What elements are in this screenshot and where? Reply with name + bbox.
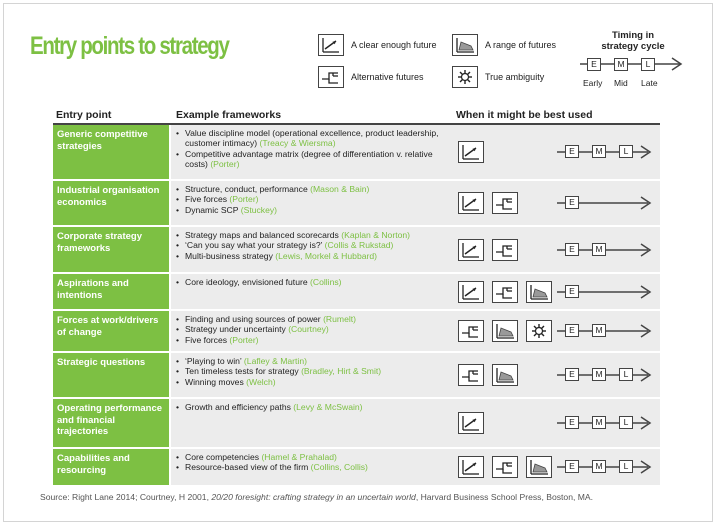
timing-box-l: L — [619, 368, 633, 381]
framework-reference: (Porter) — [229, 334, 259, 345]
framework-item — [175, 335, 450, 345]
framework-text: Growth and efficiency paths — [185, 402, 291, 412]
true-ambiguity-icon — [526, 320, 552, 342]
framework-text: Resource-based view of the firm — [185, 462, 309, 473]
alternative-futures-icon — [492, 281, 518, 303]
timing-box-e: E — [565, 196, 579, 209]
entry-point-name: Generic competitive strategies — [57, 129, 148, 152]
timing-box-l: L — [619, 460, 633, 473]
framework-list — [175, 402, 450, 412]
source-note — [40, 492, 593, 502]
table-row — [53, 311, 660, 351]
timing-indicator — [555, 415, 655, 431]
timing-box-e: E — [565, 145, 579, 158]
true-ambiguity-icon — [452, 66, 478, 88]
timing-box-l: L — [619, 145, 633, 158]
timing-box-e: E — [565, 460, 579, 473]
framework-reference: (Levy & McSwain) — [293, 402, 363, 412]
framework-reference: (Collins, Collis) — [310, 462, 368, 473]
framework-reference: (Bradley, Hirt & Smit) — [301, 366, 382, 377]
alternative-futures-icon — [458, 364, 484, 386]
range-futures-icon — [526, 456, 552, 478]
timing-box-m: M — [592, 368, 606, 381]
timing-title-line2: strategy cycle — [601, 41, 665, 52]
framework-text: Structure, conduct, performance — [185, 184, 308, 194]
entry-point-name: Capabilities and resourcing — [57, 453, 130, 476]
framework-reference: (Porter) — [229, 194, 259, 205]
framework-reference: (Stuckey) — [240, 204, 278, 215]
framework-item — [175, 377, 450, 387]
entry-point-cell — [53, 449, 169, 485]
timing-legend-early-box: E — [587, 58, 601, 71]
framework-item — [175, 402, 450, 412]
timing-indicator — [555, 242, 655, 258]
range-futures-icon — [452, 34, 478, 56]
entry-point-name: Corporate strategy frameworks — [57, 231, 142, 254]
framework-list — [175, 230, 450, 261]
framework-text: Finding and using sources of power — [185, 314, 321, 324]
timing-legend-mid-label: Mid — [614, 78, 628, 88]
timing-box-e: E — [565, 416, 579, 429]
framework-item — [175, 462, 450, 472]
framework-text: ‘Can you say what your strategy is?’ — [185, 240, 323, 251]
framework-list — [175, 277, 450, 287]
entry-point-cell — [53, 274, 169, 309]
framework-text: Multi-business strategy — [185, 250, 273, 261]
framework-item — [175, 149, 450, 170]
header-frameworks: Example frameworks — [176, 109, 282, 121]
legend-label-alternative: Alternative futures — [351, 72, 424, 82]
table-row — [53, 227, 660, 272]
source-prefix: Source: Right Lane 2014; Courtney, H 2001, — [40, 492, 209, 502]
framework-reference: (Welch) — [246, 376, 276, 387]
header-when: When it might be best used — [456, 109, 593, 121]
clear-future-icon — [318, 34, 344, 56]
framework-list — [175, 128, 450, 170]
timing-title — [593, 30, 673, 52]
timing-indicator — [555, 323, 655, 339]
alternative-futures-icon — [492, 456, 518, 478]
framework-item — [175, 230, 450, 240]
clear-future-icon — [458, 192, 484, 214]
framework-reference: (Treacy & Wiersma) — [259, 138, 336, 149]
framework-text: Dynamic SCP — [185, 204, 239, 215]
framework-reference: (Mason & Bain) — [310, 184, 370, 194]
framework-reference: (Lewis, Morkel & Hubbard) — [275, 250, 378, 261]
framework-item — [175, 366, 450, 376]
timing-box-e: E — [565, 324, 579, 337]
clear-future-icon — [458, 239, 484, 261]
range-futures-icon — [492, 320, 518, 342]
entry-point-cell — [53, 311, 169, 351]
framework-reference: (Porter) — [210, 159, 240, 170]
table-row — [53, 399, 660, 447]
framework-list — [175, 314, 450, 345]
range-futures-icon — [526, 281, 552, 303]
timing-indicator — [555, 367, 655, 383]
alternative-futures-icon — [492, 239, 518, 261]
source-title: 20/20 foresight: crafting strategy in an uncertain world — [211, 492, 416, 502]
entry-point-name: Industrial organisation economics — [57, 185, 160, 208]
framework-text: Core competencies — [185, 452, 260, 462]
legend-label-range: A range of futures — [485, 40, 557, 50]
entry-point-name: Operating performance and financial trajectories — [57, 403, 163, 437]
framework-text: ‘Playing to win’ — [185, 356, 242, 366]
timing-box-m: M — [592, 416, 606, 429]
framework-item — [175, 314, 450, 324]
framework-item — [175, 205, 450, 215]
alternative-futures-icon — [492, 192, 518, 214]
alternative-futures-icon — [458, 320, 484, 342]
entry-point-cell — [53, 227, 169, 272]
table-row — [53, 181, 660, 225]
timing-title-line1: Timing in — [611, 30, 655, 41]
timing-box-m: M — [592, 145, 606, 158]
table-row — [53, 274, 660, 309]
legend-label-ambiguity: True ambiguity — [485, 72, 545, 82]
entry-point-name: Aspirations and intentions — [57, 278, 129, 301]
framework-reference: (Courtney) — [288, 324, 329, 335]
timing-indicator — [555, 284, 655, 300]
framework-item — [175, 356, 450, 366]
timing-box-e: E — [565, 368, 579, 381]
timing-box-m: M — [592, 324, 606, 337]
legend-label-clear: A clear enough future — [351, 40, 437, 50]
source-suffix: , Harvard Business School Press, Boston, MA. — [415, 492, 594, 502]
framework-reference: (Kaplan & Norton) — [341, 230, 411, 240]
framework-text: Strategy maps and balanced scorecards — [185, 230, 339, 240]
framework-item — [175, 128, 450, 149]
header-entry-point: Entry point — [56, 109, 112, 121]
entry-point-cell — [53, 353, 169, 397]
framework-list — [175, 184, 450, 215]
alternative-futures-icon — [318, 66, 344, 88]
clear-future-icon — [458, 456, 484, 478]
framework-reference: (Rumelt) — [323, 314, 357, 324]
entry-point-name: Forces at work/drivers of change — [57, 315, 159, 338]
framework-item — [175, 277, 450, 287]
framework-item — [175, 324, 450, 334]
framework-text: Value discipline model (operational excellence, product leadership, customer intimacy) — [185, 128, 439, 149]
framework-item — [175, 194, 450, 204]
entry-point-cell — [53, 181, 169, 225]
timing-indicator — [555, 144, 655, 160]
framework-reference: (Lafley & Martin) — [243, 356, 307, 366]
framework-item — [175, 251, 450, 261]
framework-item — [175, 452, 450, 462]
clear-future-icon — [458, 141, 484, 163]
framework-text: Winning moves — [185, 376, 244, 387]
timing-box-l: L — [619, 416, 633, 429]
timing-box-e: E — [565, 285, 579, 298]
table-row — [53, 449, 660, 485]
framework-reference: (Collins) — [310, 277, 342, 287]
framework-text: Strategy under uncertainty — [185, 324, 286, 335]
timing-legend-late-box: L — [641, 58, 655, 71]
framework-text: Core ideology, envisioned future — [185, 277, 308, 287]
timing-indicator — [555, 459, 655, 475]
framework-reference: (Collis & Rukstad) — [324, 240, 394, 251]
framework-text: Five forces — [185, 194, 228, 205]
page-title: Entry points to strategy — [30, 32, 229, 60]
framework-list — [175, 356, 450, 387]
timing-legend-mid-box: M — [614, 58, 628, 71]
framework-item — [175, 184, 450, 194]
clear-future-icon — [458, 281, 484, 303]
timing-box-m: M — [592, 460, 606, 473]
timing-legend-early-label: Early — [583, 78, 603, 88]
entry-point-name: Strategic questions — [57, 357, 146, 368]
table-row — [53, 353, 660, 397]
framework-text: Ten timeless tests for strategy — [185, 366, 299, 377]
framework-text: Competitive advantage matrix (degree of differentiation v. relative costs) — [185, 148, 433, 170]
entry-point-cell — [53, 125, 169, 179]
framework-text: Five forces — [185, 334, 228, 345]
timing-indicator — [555, 195, 655, 211]
table-row — [53, 125, 660, 179]
clear-future-icon — [458, 412, 484, 434]
entry-point-cell — [53, 399, 169, 447]
framework-item — [175, 240, 450, 250]
timing-box-e: E — [565, 243, 579, 256]
timing-box-m: M — [592, 243, 606, 256]
range-futures-icon — [492, 364, 518, 386]
framework-reference: (Hamel & Prahalad) — [261, 452, 337, 462]
timing-legend-late-label: Late — [641, 78, 658, 88]
framework-list — [175, 452, 450, 473]
